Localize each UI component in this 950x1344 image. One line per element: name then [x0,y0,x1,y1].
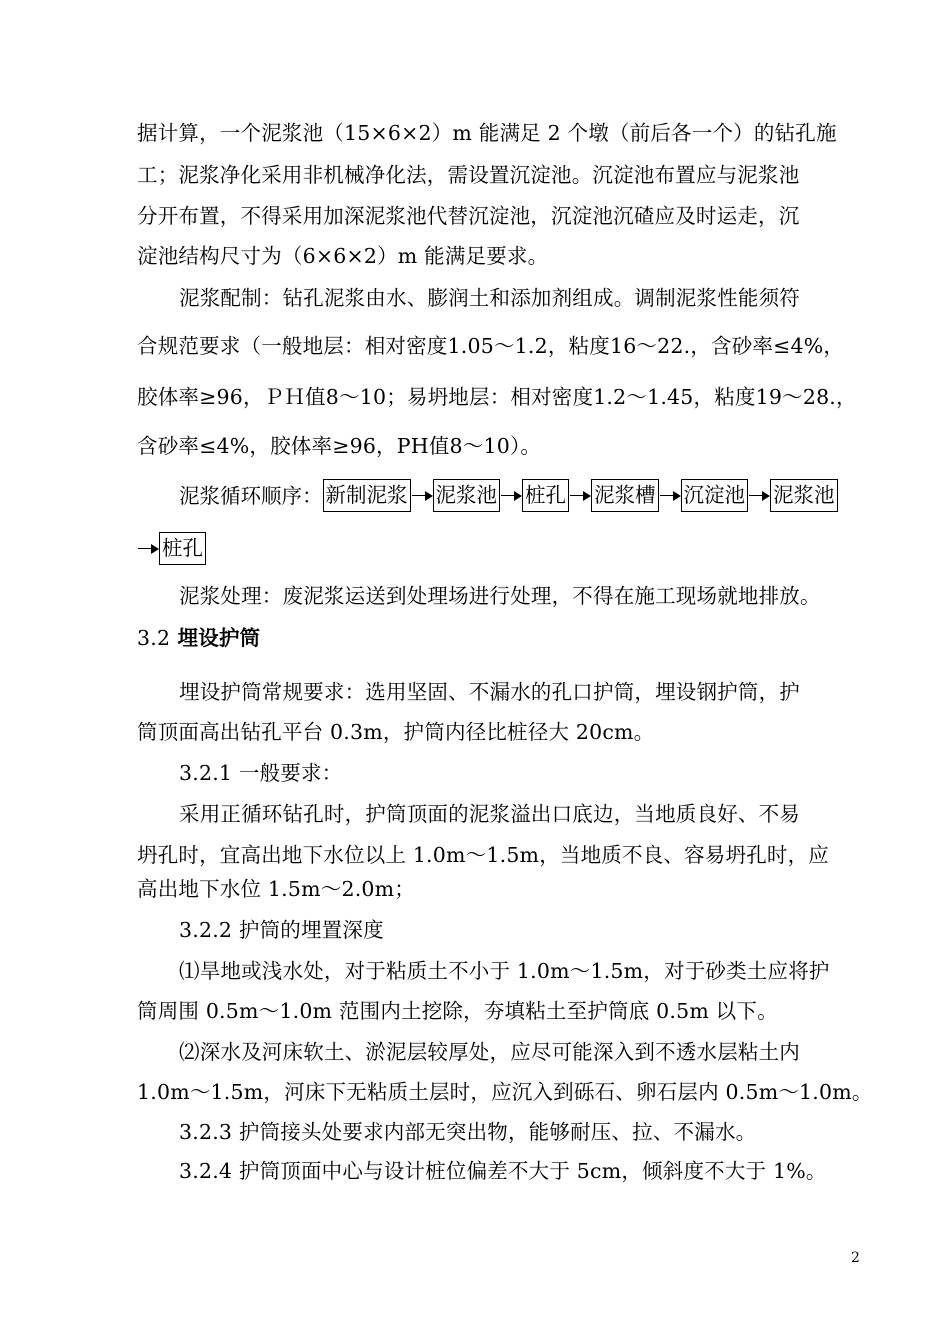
subsection-heading: 3.2.2 护筒的埋置深度 [179,918,384,942]
body-text-line: 据计算，一个泥浆池（15×6×2）m 能满足 2 个墩（前后各一个）的钻孔施 [137,121,837,145]
right-arrow-icon [570,495,590,497]
mud-circulation-flow [179,479,838,512]
body-text-line: 筒周围 0.5m～1.0m 范围内土挖除，夯填粘土至护筒底 0.5m 以下。 [137,999,778,1023]
body-text-line: 采用正循环钻孔时，护筒顶面的泥浆溢出口底边，当地质良好、不易 [179,802,800,826]
section-number: 3.2 [137,626,171,650]
subsection-heading: 3.2.1 一般要求： [179,761,343,785]
body-text-line: 泥浆处理：废泥浆运送到处理场进行处理，不得在施工现场就地排放。 [179,584,821,608]
body-text-line: 工；泥浆净化采用非机械净化法，需设置沉淀池。沉淀池布置应与泥浆池 [137,163,800,187]
body-text-line: 3.2.3 护筒接头处要求内部无突出物，能够耐压、拉、不漏水。 [179,1120,757,1144]
body-text-line: 淀池结构尺寸为（6×6×2）m 能满足要求。 [137,244,549,268]
flow-step-box: 桩孔 [159,532,206,565]
flow-step-box: 泥浆槽 [591,479,659,512]
body-text-line: 埋设护筒常规要求：选用坚固、不漏水的孔口护筒，埋设钢护筒，护 [179,680,800,704]
body-text-line: ⑴旱地或浅水处，对于粘质土不小于 1.0m～1.5m，对于砂类土应将护 [179,959,830,983]
mud-circulation-flow-continued [137,532,206,565]
right-arrow-icon [138,548,158,550]
flow-step-box: 泥浆池 [433,479,501,512]
body-text-line: 含砂率≤4%，胶体率≥96，PH值8～10）。 [137,434,542,458]
body-text-line: 高出地下水位 1.5m～2.0m； [137,877,415,901]
section-heading [137,625,260,651]
body-text-line: 泥浆配制：钻孔泥浆由水、膨润土和添加剂组成。调制泥浆性能须符 [179,286,800,310]
body-text-line: 合规范要求（一般地层：相对密度1.05～1.2，粘度16～22.，含砂率≤4%， [137,334,845,358]
flow-step-box: 新制泥浆 [323,479,411,512]
right-arrow-icon [501,495,521,497]
body-text-line: 1.0m～1.5m，河床下无粘质土层时，应沉入到砾石、卵石层内 0.5m～1.0m。 [137,1080,873,1104]
flow-step-box: 桩孔 [522,479,569,512]
right-arrow-icon [660,495,680,497]
body-text-line: 筒顶面高出钻孔平台 0.3m，护筒内径比桩径大 20cm。 [137,720,655,744]
page-number: 2 [851,1250,860,1266]
right-arrow-icon [412,495,432,497]
body-text-line: 3.2.4 护筒顶面中心与设计桩位偏差不大于 5cm，倾斜度不大于 1%。 [179,1159,827,1183]
section-title: 埋设护筒 [177,626,261,650]
body-text-line: 分开布置，不得采用加深泥浆池代替沉淀池，沉淀池沉碴应及时运走，沉 [137,204,800,228]
body-text-line: 胶体率≥96，ＰＨ值8～10；易坍地层：相对密度1.2～1.45，粘度19～28.， [137,385,857,409]
flow-step-box: 沉淀池 [681,479,749,512]
body-text-line: ⑵深水及河床软土、淤泥层较厚处，应尽可能深入到不透水层粘土内 [179,1040,800,1064]
flow-label: 泥浆循环顺序： [179,483,323,508]
flow-step-box: 泥浆池 [770,479,838,512]
right-arrow-icon [749,495,769,497]
body-text-line: 坍孔时，宜高出地下水位以上 1.0m～1.5m，当地质不良、容易坍孔时，应 [137,843,829,867]
